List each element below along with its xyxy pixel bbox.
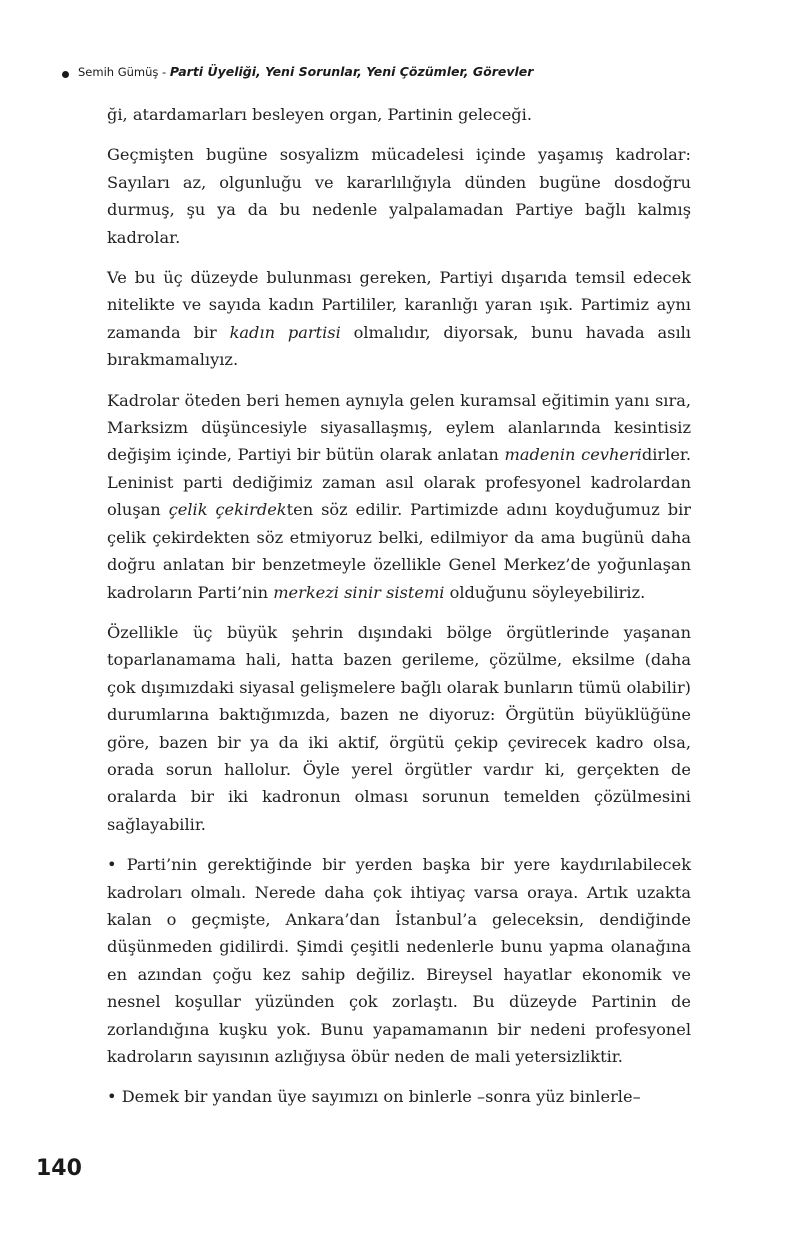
header-book-title: Parti Üyeliği, Yeni Sorunlar, Yeni Çözümler, Görevler — [169, 64, 534, 79]
header-separator: - — [158, 65, 170, 79]
paragraph-4-part-3: ten söz edilir. Partimizde adını koyduğumuz bir çelik çekirdekten söz etmiyoruz belki, edilmiyor da ama bugünü daha doğru anlatan bir benzetmeyle özellikle Genel Merkez’de yoğunlaşan kadroların Parti’nin — [107, 500, 691, 602]
paragraph-2: Geçmişten bugüne sosyalizm mücadelesi içinde yaşamış kadrolar: Sayıları az, olgunluğu ve kararlılığıyla dünden bugüne dosdoğru durmuş, şu ya da bu nedenle yalpalamadan Partiye bağlı kalmış kadrolar. — [107, 145, 691, 247]
paragraph-4-part-4: olduğunu söyleyebiliriz. — [444, 582, 646, 602]
body-text — [107, 101, 691, 1111]
paragraph-4-part-2: dirler. Leninist parti dediğimiz zaman asıl olarak profesyonel kadrolardan oluşan — [107, 445, 692, 520]
page-number: 140 — [36, 1156, 82, 1181]
paragraph-3-part-2: olmalıdır, diyorsak, bunu havada asılı bırakmamalıyız. — [107, 322, 691, 370]
paragraph-1: ği, atardamarları besleyen organ, Partinin geleceği. — [107, 105, 532, 124]
running-head-text — [78, 64, 533, 79]
paragraph-4-part-1: Kadrolar öteden beri hemen aynıyla gelen kuramsal eğitimin yanı sıra, Marksizm düşüncesiyle siyasallaşmış, eylem alanlarında kesintisiz değişim içinde, Partiyi bir bütün olarak anlatan — [107, 390, 691, 465]
paragraph-4-emphasis-1: madenin cevheri — [504, 445, 642, 465]
paragraph-4 — [107, 387, 691, 606]
header-bullet-icon — [62, 71, 69, 78]
paragraph-3-part-1: Ve bu üç düzeyde bulunması gereken, Partiyi dışarıda temsil edecek nitelikte ve sayıda kadın Partililer, karanlığı yaran ışık. Partimiz aynı zamanda bir — [107, 268, 691, 342]
header-author: Semih Gümüş — [78, 65, 159, 79]
paragraph-4-emphasis-2: çelik çekirdek — [168, 500, 287, 520]
paragraph-7-bullet: • Demek bir yandan üye sayımızı on binlerle –sonra yüz binlerle– — [107, 1087, 641, 1107]
paragraph-4-emphasis-3: merkezi sinir sistemi — [273, 582, 445, 602]
paragraph-3 — [107, 264, 691, 374]
paragraph-5: Özellikle üç büyük şehrin dışındaki bölge örgütlerinde yaşanan toparlanamama hali, hatta bazen gerileme, çözülme, eksilme (daha çok dışımızdaki siyasal gelişmelere bağlı olarak bunların tümü olabilir) durumlarına baktığımızda, bazen ne diyoruz: Örgütün büyüklüğüne göre, bazen bir ya da iki aktif, örgütü çekip çevirecek kadro olsa, orada sorun hallolur. Öyle yerel örgütler vardır ki, gerçekten de oralarda bir iki kadronun olması sorunun temelden çözülmesini sağlayabilir. — [107, 622, 691, 834]
running-header — [62, 64, 762, 86]
paragraph-6-bullet: • Parti’nin gerektiğinde bir yerden başka bir yere kaydırılabilecek kadroları olmalı. Nerede daha çok ihtiyaç varsa oraya. Artık uzakta kalan o geçmişte, Ankara’dan İstanbul’a geleceksin, dendiğinde düşünmeden gidilirdi. Şimdi çeşitli nedenlerle bunu yapma olanağına en azından çoğu kez sahip değiliz. Bireysel hayatlar ekonomik ve nesnel koşullar yüzünden çok zorlaştı. Bu düzeyde Partinin de zorlandığına kuşku yok. Bunu yapamamanın bir nedeni profesyonel kadroların sayısının azlığıysa öbür neden de mali yetersizliktir. — [107, 855, 691, 1066]
paragraph-3-emphasis-1: kadın partisi — [229, 322, 341, 342]
